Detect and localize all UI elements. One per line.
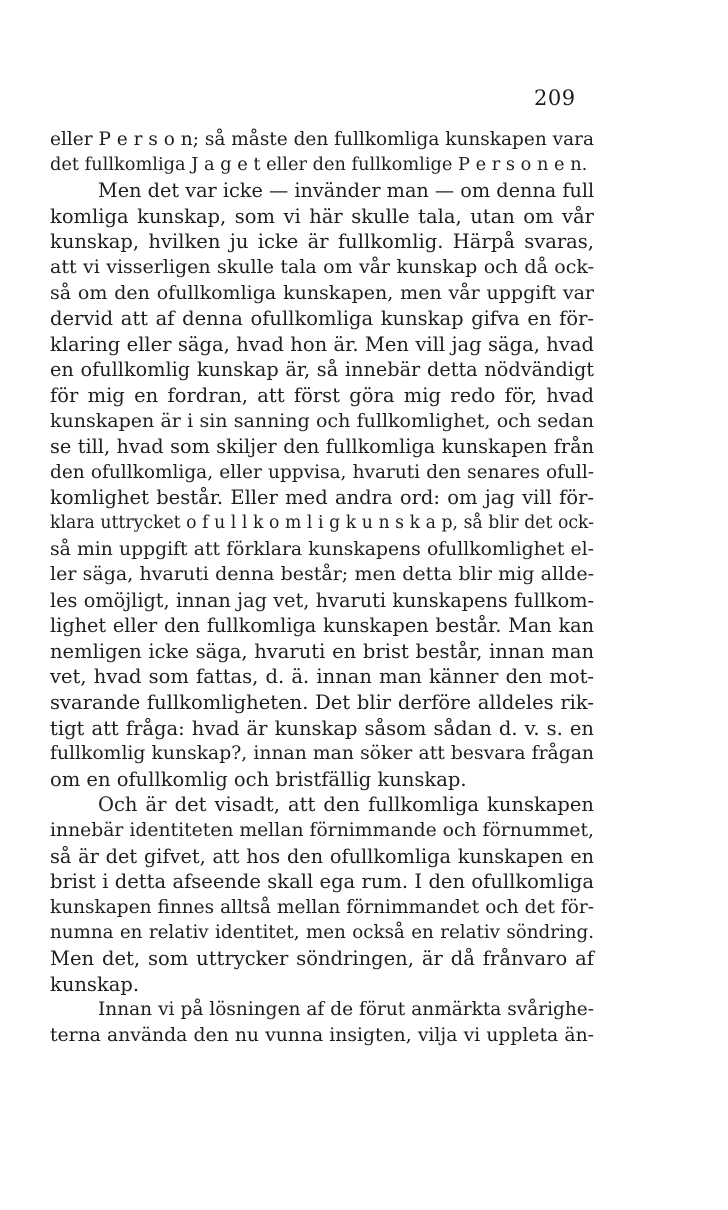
text-line: kunskap, hvilken ju icke är fullkomlig. Härpå svaras, [50,230,594,254]
text-line: så om den ofullkomliga kunskapen, men vår uppgift var [50,281,594,304]
text-line: en ofullkomlig kunskap är, så innebär detta nödvändigt [50,358,594,382]
text-line: numna en relativ identitet, men också en relativ söndring. [50,922,594,944]
text-line: kunskapen är i sin sanning och fullkomlighet, och sedan [50,409,594,432]
text-line: att vi visserligen skulle tala om vår kunskap och då ock- [50,255,594,278]
text-line: den ofullkomliga, eller uppvisa, hvaruti den senares ofull- [50,461,594,483]
body-text [50,127,594,1048]
text-line: ler säga, hvaruti denna består; men detta blir mig allde- [50,563,594,586]
text-line: les omöjligt, innan jag vet, hvaruti kunskapens fullkom- [50,588,594,612]
text-line: se till, hvad som skiljer den fullkomliga kunskapen från [50,435,594,459]
text-line: Innan vi på lösningen af de förut anmärkta svårighe- [98,999,594,1021]
text-line: för mig en fordran, att först göra mig redo för, hvad [50,383,594,407]
text-line: Och är det visadt, att den fullkomliga kunskapen [98,793,594,817]
text-line: Men det, som uttrycker söndringen, är då frånvaro af [50,947,594,970]
text-line: eller P e r s o n; så måste den fullkomliga kunskapen vara [50,129,594,150]
text-line: klara uttrycket o f u l l k o m l i g k u n s k a p, så blir det ock- [50,512,594,533]
text-line: brist i detta afseende skall ega rum. I den ofullkomliga [50,870,594,894]
text-line: komlighet består. Eller med andra ord: om jag vill för- [50,486,594,510]
text-line: klaring eller säga, hvad hon är. Men vill jag säga, hvad [50,332,594,356]
text-line: kunskapen finnes alltså mellan förnimmandet och det för- [50,896,594,918]
text-line: om en ofullkomlig och bristfällig kunskap. [50,767,467,791]
text-line: lighet eller den fullkomliga kunskapen består. Man kan [50,614,594,638]
text-line: så är det gifvet, att hos den ofullkomliga kunskapen en [50,844,594,868]
text-line: Men det var icke — invänder man — om denna full [98,179,595,203]
text-line: komliga kunskap, som vi här skulle tala, utan om vår [50,204,594,228]
text-line: nemligen icke säga, hvaruti en brist består, innan man [50,639,594,663]
text-line: terna använda den nu vunna insigten, vilja vi uppleta än- [50,1024,594,1046]
text-line: tigt att fråga: hvad är kunskap såsom sådan d. v. s. en [50,716,594,740]
text-line: dervid att af denna ofullkomliga kunskap gifva en för- [50,307,594,331]
text-line: fullkomlig kunskap?, innan man söker att besvara frågan [50,743,594,765]
text-line: det fullkomliga J a g e t eller den fullkomlige P e r s o n e n. [50,154,588,175]
text-line: innebär identiteten mellan förnimmande och förnummet, [50,820,594,842]
text-line: så min uppgift att förklara kunskapens ofullkomlighet el- [50,538,594,560]
text-line: vet, hvad som fattas, d. ä. innan man känner den mot- [50,665,594,689]
page-number: 209 [534,86,576,110]
text-line: svarande fullkomligheten. Det blir derföre alldeles rik- [50,691,594,715]
text-line: kunskap. [50,972,140,996]
